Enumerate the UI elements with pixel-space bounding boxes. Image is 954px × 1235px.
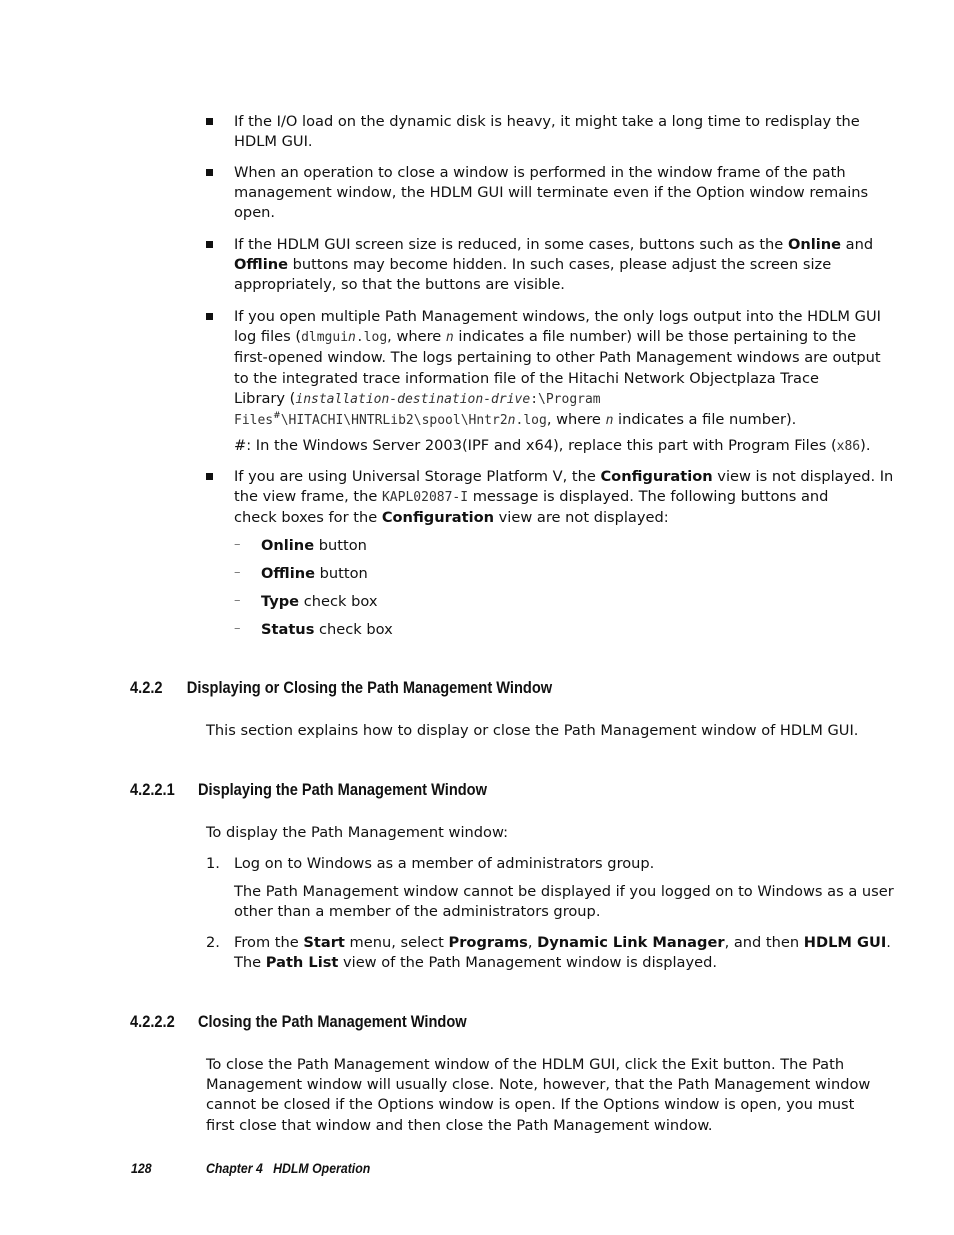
text-line [234,235,873,255]
text-run: log files ( [234,328,302,346]
bullet-item-io-load [234,112,860,152]
text-run: ). [860,437,871,454]
text-run: the view frame, the [234,488,382,506]
code-extension: .log [515,413,547,429]
text-run: , [527,934,538,951]
text-run: Status [261,621,315,638]
bullet-marker [206,241,213,248]
text-run: check boxes for the [234,509,382,527]
text-run: . [886,934,891,951]
bullet-item-usp-v [234,467,893,529]
menu-start: Start [303,934,345,951]
text-run: Library ( [234,389,296,407]
text-line: If you open multiple Path Management windows, the only logs output into the HDLM GUI [234,308,881,325]
text-line [234,467,893,487]
text-line: first-opened window. The logs pertaining to other Path Management windows are output [234,349,881,367]
text-run: Type [261,593,300,610]
text-line: to the integrated trace information file of the Hitachi Network Objectplaza Trace [234,369,820,387]
text-run: view is not displayed. In [712,468,894,485]
subitem-offline-button [261,564,368,584]
code-filename: dlmgui [301,330,349,346]
code-text: x86 [836,439,861,454]
step-number: 2. [206,934,220,951]
dash-marker: – [234,621,241,636]
text-run: indicates a file number) will be those pertaining to the [453,328,857,346]
text-line: management window, the HDLM GUI will terminate even if the Option window remains [234,184,869,202]
offline-label: Offline [234,256,288,274]
code-variable: installation-destination-drive [295,391,531,407]
dash-marker: – [234,537,241,552]
dash-marker: – [234,565,241,580]
section-number: 4.2.2.1 [130,780,175,799]
text-run: From the [234,934,304,951]
section-title: Displaying or Closing the Path Management Window [186,678,553,697]
bullet-item-close-window [234,163,868,224]
section-title: Displaying the Path Management Window [197,780,487,799]
message-id: KAPL02087-I [381,490,469,506]
chapter-title: Chapter 4 HDLM Operation [206,1160,371,1176]
text-run: Online [261,537,315,554]
text-line: cannot be closed if the Options window is open. If the Options window is open, you must [206,1096,855,1114]
text-line: If the I/O load on the dynamic disk is heavy, it might take a long time to redisplay the [234,113,860,130]
online-label: Online [787,236,842,253]
text-run: indicates a file number). [613,411,797,429]
text-run: The [234,954,266,972]
text-line [234,508,893,528]
text-run: If you are using Universal Storage Platform V, the [234,468,601,485]
step-2 [234,933,891,973]
bullet-item-log-files [234,307,881,431]
bullet-marker [206,473,213,480]
section-heading-4-2-2 [130,678,553,698]
footnote-mark: # [273,411,281,422]
text-line [234,487,893,508]
section-title: Closing the Path Management Window [197,1012,467,1031]
bullet-marker [206,118,213,125]
text-line: Management window will usually close. Note, however, that the Path Management window [206,1076,871,1094]
page-number: 128 [131,1160,152,1176]
text-run: button [314,537,367,554]
text-line: HDLM GUI. [234,133,313,151]
subitem-status-checkbox [261,620,393,640]
step-text: Log on to Windows as a member of administrators group. [234,855,655,872]
text-run: , and then [724,934,804,951]
section-body: This section explains how to display or close the Path Management window of HDLM GUI. [206,722,859,739]
text-line: To close the Path Management window of the HDLM GUI, click the Exit button. The Path [206,1056,845,1073]
section-number: 4.2.2 [130,678,163,697]
configuration-label: Configuration [381,509,495,527]
text-line [234,410,881,431]
code-path: :\Program [530,391,601,407]
text-line: other than a member of the administrators group. [234,903,601,921]
text-run: check box [314,621,393,638]
text-run: message is displayed. The following buttons and [468,488,829,506]
code-extension: .log [355,330,388,346]
code-path: Files [234,413,274,429]
code-variable: n [348,330,356,346]
text-line [234,933,891,953]
code-variable: n [445,330,454,346]
text-line: The Path Management window cannot be displayed if you logged on to Windows as a user [234,883,894,900]
text-line [234,255,873,275]
text-run: check box [299,593,378,610]
configuration-label: Configuration [600,468,713,485]
text-line [234,389,881,410]
dash-marker: – [234,593,241,608]
text-run: buttons may become hidden. In such cases, please adjust the screen size [288,256,832,274]
section-heading-4-2-2-2 [130,1012,467,1032]
code-variable: n [605,413,614,429]
bullet-marker [206,169,213,176]
text-line: appropriately, so that the buttons are visible. [234,276,565,294]
subitem-type-checkbox [261,592,377,612]
step-1 [234,854,654,874]
text-run: view are not displayed: [494,509,669,527]
step-1-note [234,882,894,922]
step-number: 1. [206,855,220,872]
text-run: If the HDLM GUI screen size is reduced, in some cases, buttons such as the [234,236,788,253]
text-run: button [315,565,368,582]
text-line [234,953,891,973]
procedure-intro: To display the Path Management window: [206,824,509,841]
text-line: open. [234,204,276,222]
menu-hdlm-gui: HDLM GUI [803,934,887,951]
menu-dynamic-link-manager: Dynamic Link Manager [537,934,725,951]
bullet-item-screen-size [234,235,873,296]
text-run: menu, select [344,934,449,951]
menu-programs: Programs [448,934,528,951]
text-run: Offline [261,565,315,582]
text-run: view of the Path Management window is displayed. [338,954,718,972]
text-line: When an operation to close a window is performed in the window frame of the path [234,164,846,181]
text-line [234,327,881,348]
footnote-note [234,436,870,457]
text-line: first close that window and then close the Path Management window. [206,1116,713,1134]
path-list-label: Path List [265,954,339,972]
section-body [206,1055,870,1136]
text-run: #: In the Windows Server 2003(IPF and x64), replace this part with Program Files ( [234,437,837,454]
text-run: , where [546,411,606,429]
code-path: \HITACHI\HNTRLib2\spool\Hntr2 [280,413,508,429]
code-variable: n [507,413,516,429]
subitem-online-button [261,536,367,556]
text-run: , where [387,328,446,346]
text-run: and [841,236,874,253]
section-heading-4-2-2-1 [130,780,487,800]
section-number: 4.2.2.2 [130,1012,175,1031]
bullet-marker [206,313,213,320]
